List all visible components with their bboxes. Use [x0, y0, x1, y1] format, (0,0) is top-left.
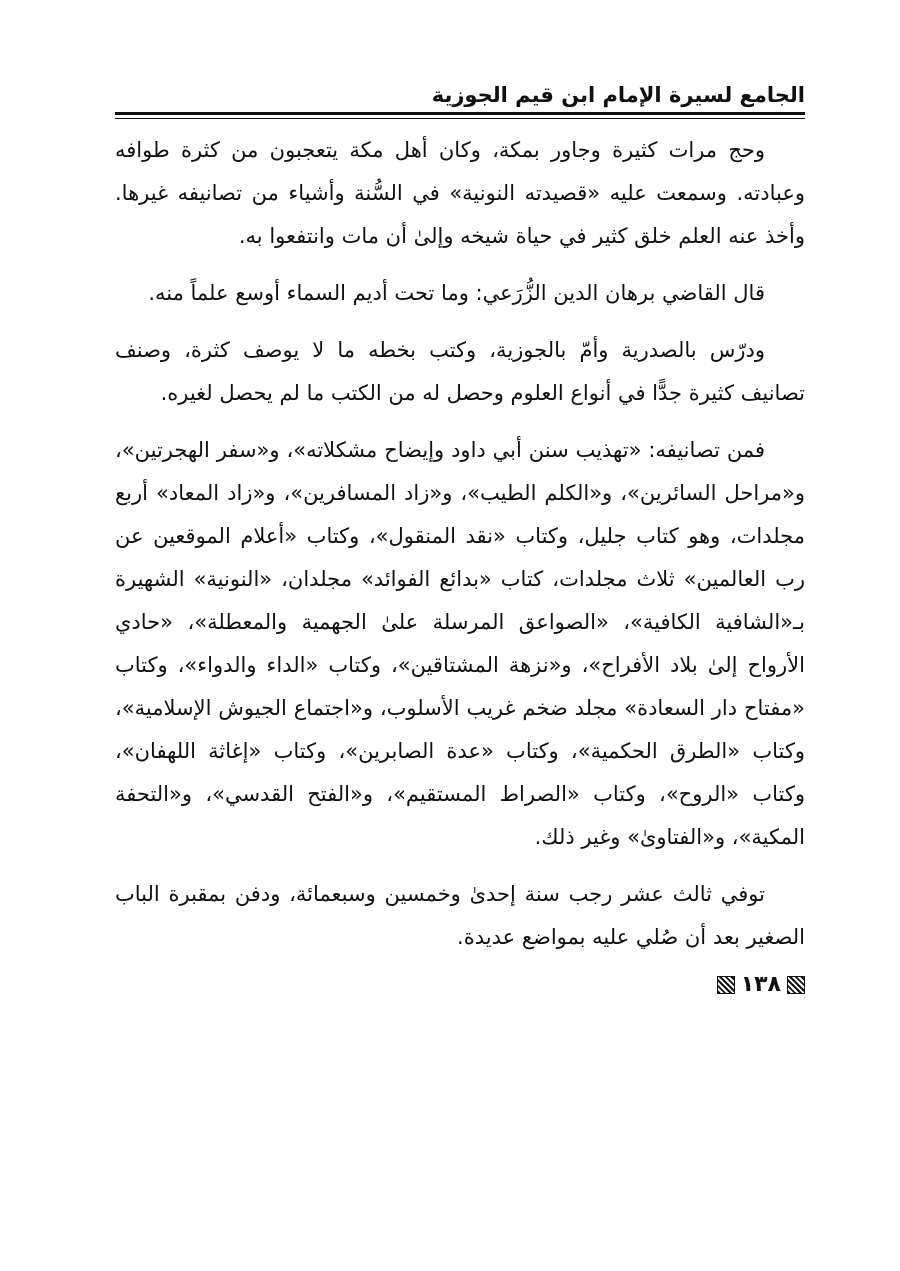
- ornament-icon: [717, 976, 735, 994]
- paragraph-death: توفي ثالث عشر رجب سنة إحدىٰ وخمسين وسبعمائة، ودفن بمقبرة الباب الصغير بعد أن صُلي عليه بمواضع عديدة.: [115, 882, 805, 949]
- page-footer: [115, 973, 805, 997]
- book-page: [115, 80, 805, 997]
- ornament-icon: [787, 976, 805, 994]
- page-number: ١٣٨: [740, 972, 781, 997]
- paragraph-teaching: ودرّس بالصدرية وأمّ بالجوزية، وكتب بخطه ما لا يوصف كثرة، وصنف تصانيف كثيرة جدًّا في أنواع العلوم وحصل له من الكتب ما لم يحصل لغيره.: [115, 338, 805, 405]
- body-text: [115, 129, 805, 959]
- paragraph-pilgrimage: وحج مرات كثيرة وجاور بمكة، وكان أهل مكة يتعجبون من كثرة طوافه وعبادته. وسمعت عليه «قصيدته النونية» في السُّنة وأشياء من تصانيفه غيرها. وأخذ عنه العلم خلق كثير في حياة شيخه وإلىٰ أن مات وانتفعوا به.: [115, 138, 805, 248]
- paragraph-works: فمن تصانيفه: «تهذيب سنن أبي داود وإيضاح مشكلاته»، و«سفر الهجرتين»، و«مراحل السائرين»، و«الكلم الطيب»، و«زاد المسافرين»، و«زاد المعاد» أربع مجلدات، وهو كتاب جليل، وكتاب «نقد المنقول»، وكتاب «أعلام الموقعين عن رب العالمين» ثلاث مجلدات، كتاب «بدائع الفوائد» مجلدان، «النونية» الشهيرة بـ«الشافية الكافية»، «الصواعق المرسلة علىٰ الجهمية والمعطلة»، «حادي الأرواح إلىٰ بلاد الأفراح»، و«نزهة المشتاقين»، وكتاب «الداء والدواء»، وكتاب «مفتاح دار السعادة» مجلد ضخم غريب الأسلوب، و«اجتماع الجيوش الإسلامية»، وكتاب «الطرق الحكمية»، وكتاب «عدة الصابرين»، وكتاب «إغاثة اللهفان»، وكتاب «الروح»، وكتاب «الصراط المستقيم»، و«الفتح القدسي»، و«التحفة المكية»، و«الفتاوىٰ» وغير ذلك.: [115, 438, 805, 849]
- header-rule-thick: [115, 112, 805, 115]
- paragraph-zurai-quote: قال القاضي برهان الدين الزُّرَعي: وما تحت أديم السماء أوسع علماً منه.: [148, 281, 765, 305]
- header-rule-thin: [115, 118, 805, 119]
- running-header: الجامع لسيرة الإمام ابن قيم الجوزية: [431, 83, 805, 107]
